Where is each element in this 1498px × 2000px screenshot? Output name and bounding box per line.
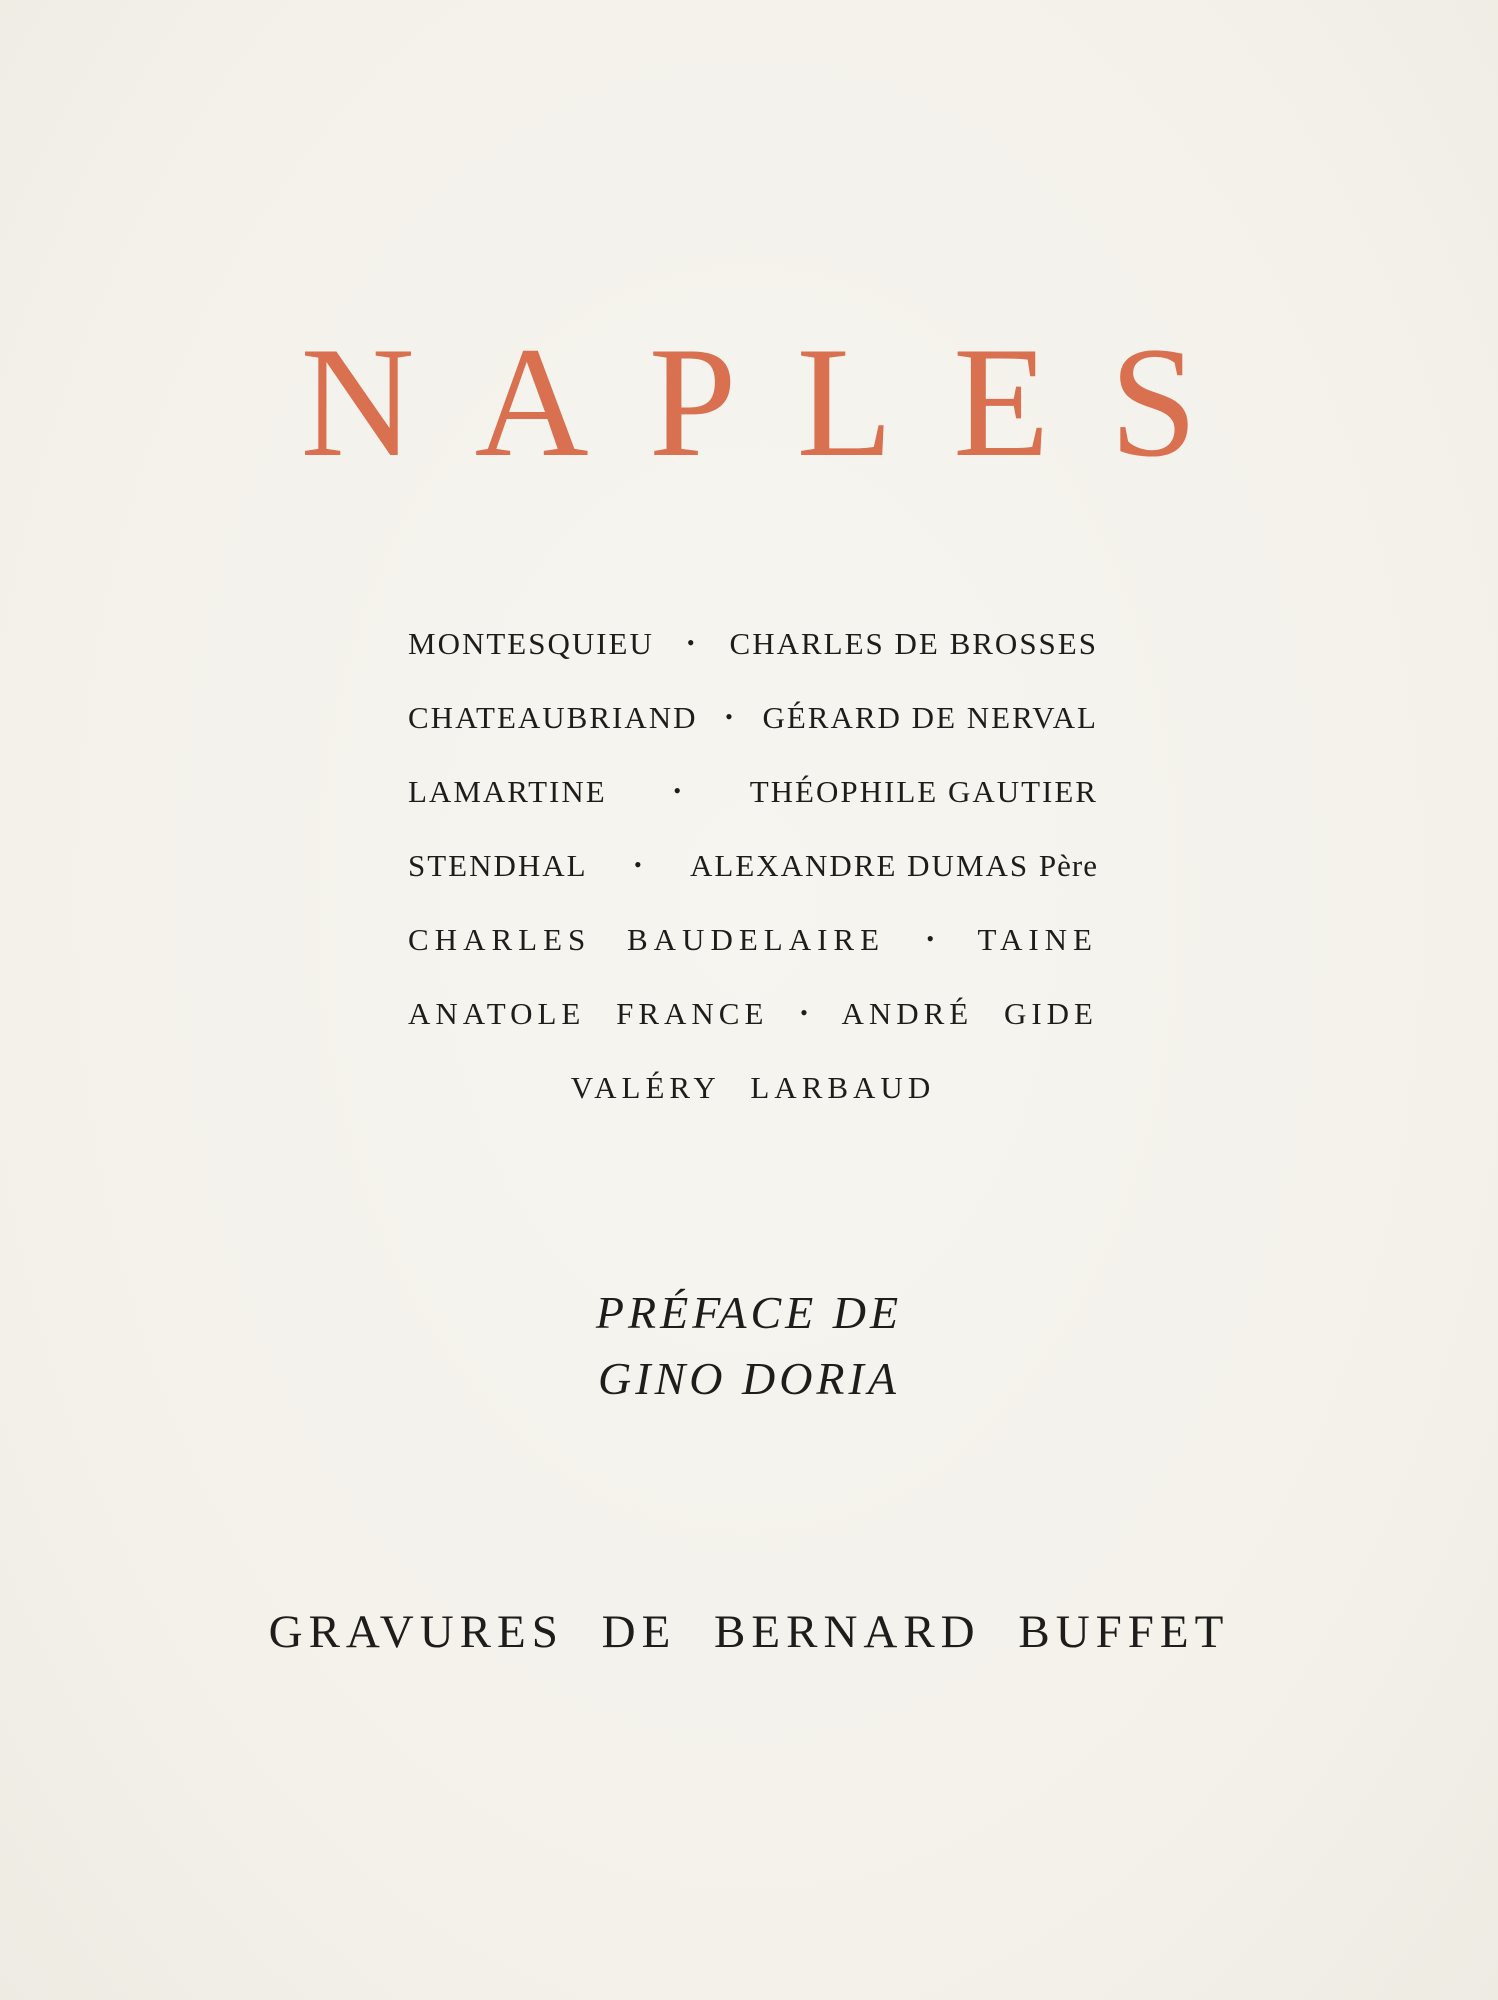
separator-dot: •: [800, 1000, 810, 1025]
author-name: LAMARTINE: [408, 774, 607, 809]
author-line: [408, 1052, 1098, 1123]
author-line: [408, 756, 1098, 830]
author-name: ALEXANDRE DUMAS: [690, 848, 1030, 883]
author-name: CHATEAUBRIAND: [408, 700, 698, 735]
author-name: ANATOLE FRANCE: [408, 996, 769, 1031]
author-name: CHARLES DE BROSSES: [729, 626, 1098, 661]
author-name-group: [690, 830, 1098, 901]
author-name: GÉRARD DE NERVAL: [762, 700, 1098, 735]
author-name: THÉOPHILE GAUTIER: [749, 774, 1098, 809]
author-line: [408, 682, 1098, 756]
separator-dot: •: [926, 926, 937, 951]
preface-line: PRÉFACE DE: [595, 1287, 903, 1338]
author-name: STENDHAL: [408, 848, 588, 883]
author-name: MONTESQUIEU: [408, 626, 654, 661]
author-name: ANDRÉ GIDE: [841, 996, 1098, 1031]
separator-dot: •: [673, 778, 684, 803]
separator-dot: •: [686, 630, 697, 655]
author-name: VALÉRY LARBAUD: [570, 1070, 936, 1105]
author-list: [408, 608, 1098, 1123]
author-line: [408, 608, 1098, 682]
author-name: TAINE: [977, 922, 1098, 957]
engravings-credit: GRAVURES DE BERNARD BUFFET: [268, 1606, 1230, 1658]
author-line: [408, 978, 1098, 1052]
author-suffix: Père: [1038, 848, 1098, 883]
separator-dot: •: [725, 704, 735, 729]
author-name: CHARLES BAUDELAIRE: [408, 922, 886, 957]
page-title: NAPLES: [300, 314, 1258, 490]
author-line: [408, 904, 1098, 978]
separator-dot: •: [633, 852, 644, 877]
author-line: [408, 830, 1098, 904]
preface-credit: [0, 1280, 1498, 1412]
preface-author: GINO DORIA: [598, 1353, 900, 1404]
